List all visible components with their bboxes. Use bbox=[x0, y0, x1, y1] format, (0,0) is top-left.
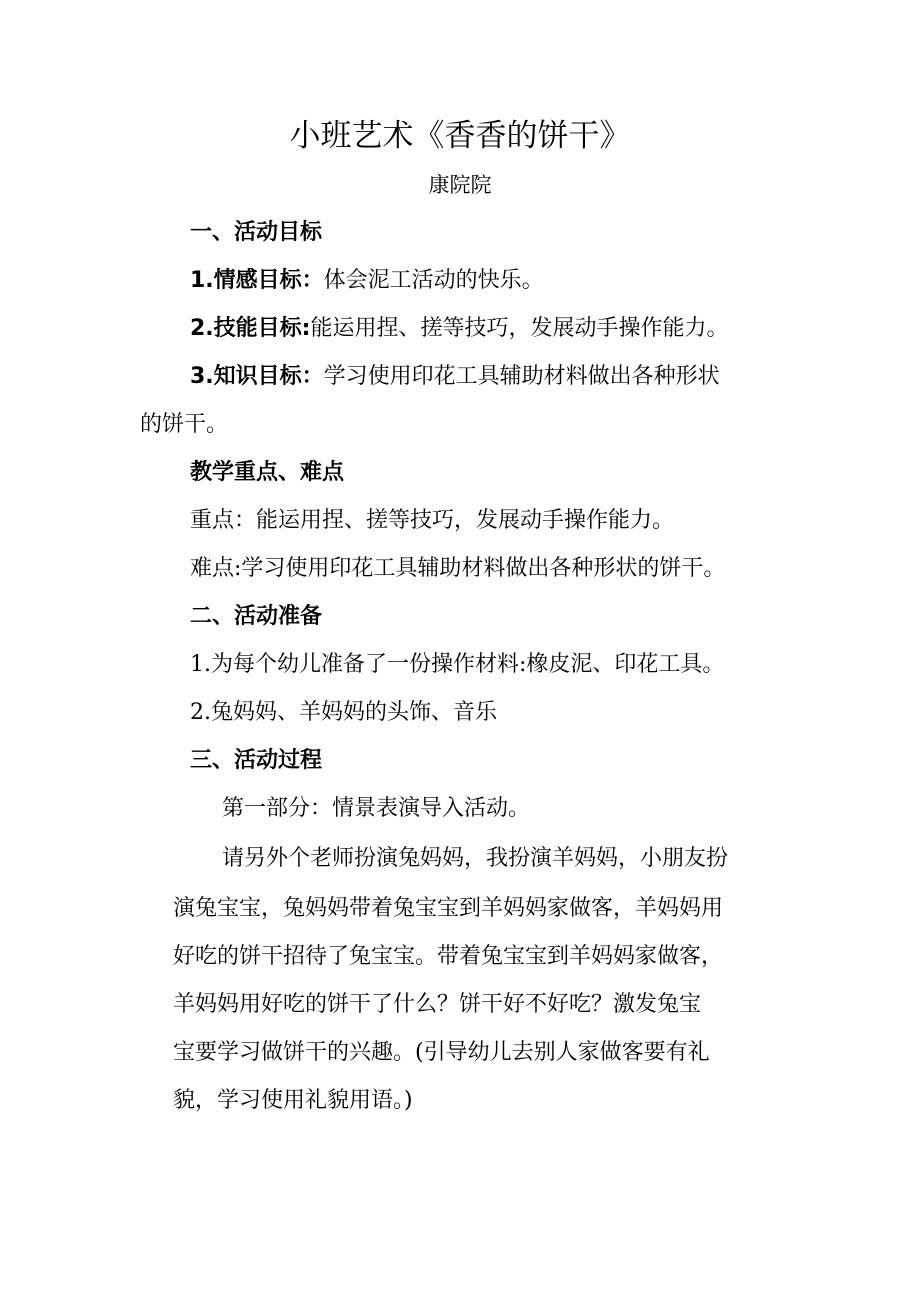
section-heading-preparation: 二、活动准备 bbox=[190, 604, 323, 629]
process-paragraph-line: 好吃的饼干招待了兔宝宝。带着兔宝宝到羊妈妈家做客， bbox=[173, 944, 724, 969]
process-paragraph-line: 演兔宝宝，兔妈妈带着兔宝宝到羊妈妈家做客，羊妈妈用 bbox=[173, 896, 724, 921]
process-paragraph-line: 请另外个老师扮演兔妈妈，我扮演羊妈妈，小朋友扮 bbox=[222, 846, 729, 871]
preparation-item-2: 2.兔妈妈、羊妈妈的头饰、音乐 bbox=[190, 700, 497, 725]
process-part1-title: 第一部分：情景表演导入活动。 bbox=[222, 796, 531, 821]
document-author: 康院院 bbox=[428, 173, 492, 197]
goal-knowledge-label: 3.知识目标： bbox=[190, 364, 324, 389]
goal-skill bbox=[190, 312, 728, 346]
goal-knowledge-text-line1: 学习使用印花工具辅助材料做出各种形状 bbox=[323, 364, 720, 389]
goal-knowledge bbox=[190, 360, 720, 394]
goal-emotion-label: 1.情感目标： bbox=[190, 268, 324, 293]
difficulty-text: 难点:学习使用印花工具辅助材料做出各种形状的饼干。 bbox=[190, 556, 726, 581]
section-heading-key-points: 教学重点、难点 bbox=[190, 460, 345, 485]
goal-emotion-text: 体会泥工活动的快乐。 bbox=[323, 268, 544, 293]
key-point-text: 重点：能运用捏、搓等技巧，发展动手操作能力。 bbox=[190, 508, 675, 533]
goal-skill-text: 能运用捏、搓等技巧，发展动手操作能力。 bbox=[310, 316, 729, 341]
goal-skill-label: 2.技能目标: bbox=[190, 316, 311, 341]
process-paragraph-line: 宝要学习做饼干的兴趣。(引导幼儿去别人家做客要有礼 bbox=[173, 1040, 710, 1065]
preparation-item-1: 1.为每个幼儿准备了一份操作材料:橡皮泥、印花工具。 bbox=[190, 652, 725, 677]
process-paragraph-line: 貌，学习使用礼貌用语。) bbox=[173, 1088, 413, 1113]
section-heading-goals: 一、活动目标 bbox=[190, 220, 323, 245]
document-title: 小班艺术《香香的饼干》 bbox=[289, 118, 631, 154]
process-paragraph-line: 羊妈妈用好吃的饼干了什么？饼干好不好吃？激发兔宝 bbox=[173, 992, 702, 1017]
goal-knowledge-text-line2: 的饼干。 bbox=[140, 412, 229, 437]
goal-emotion bbox=[190, 264, 544, 298]
section-heading-process: 三、活动过程 bbox=[190, 748, 323, 773]
